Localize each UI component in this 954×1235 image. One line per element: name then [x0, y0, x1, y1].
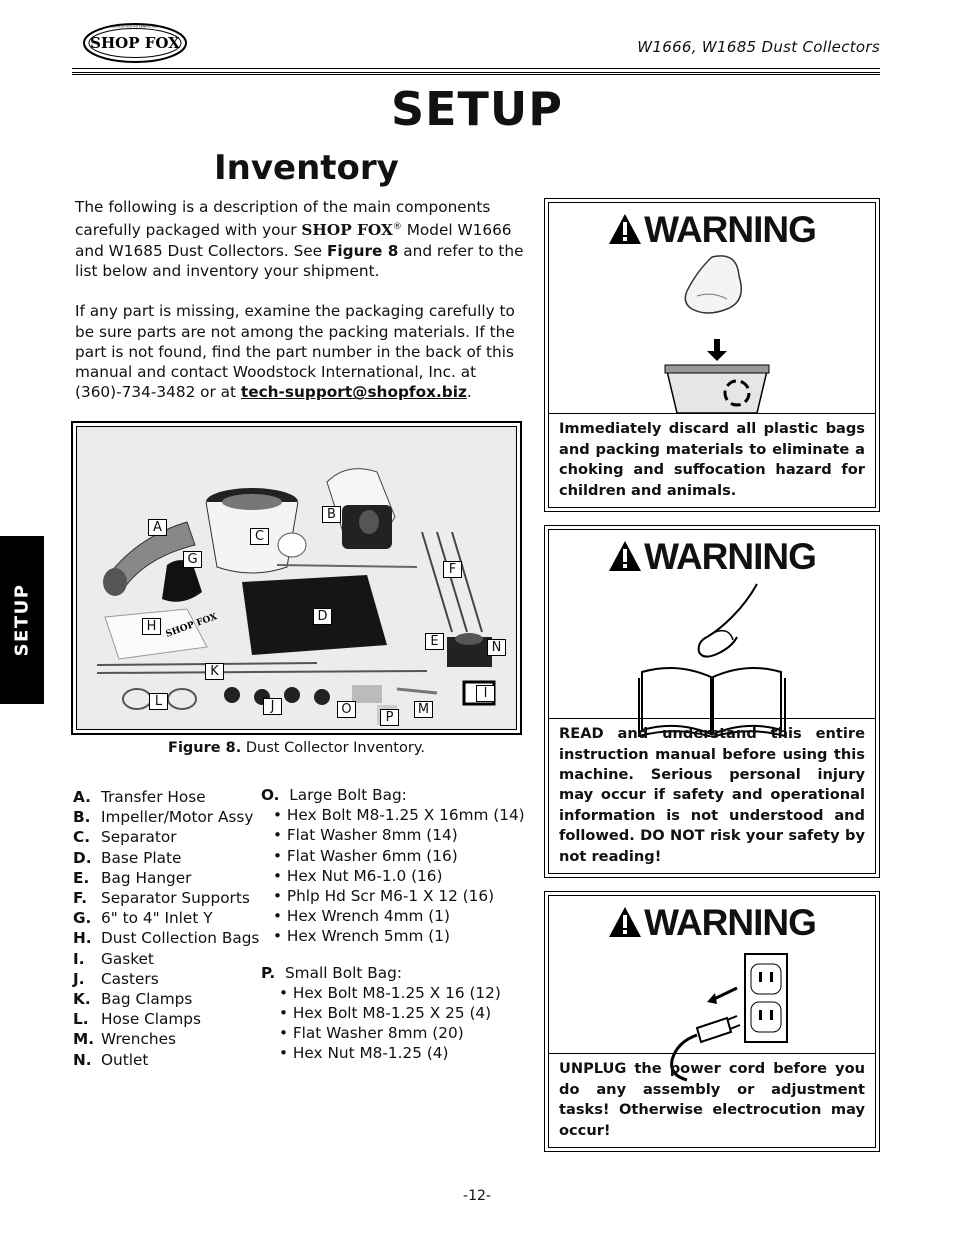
list-item [73, 969, 259, 989]
discard-plastic-bag-icon [657, 251, 777, 413]
svg-text:WOODSTOCK INTERNATIONAL: WOODSTOCK INTERNATIONAL [111, 24, 159, 29]
part-key: C. [73, 828, 91, 847]
header-rule [72, 68, 880, 69]
intro-text-a: The following is a description of the main components carefully packaged with your [75, 198, 491, 240]
callout-i: I [476, 685, 495, 702]
part-key: L. [73, 1010, 89, 1029]
part-label: Base Plate [101, 848, 182, 867]
callout-l: L [149, 693, 168, 710]
callout-m: M [414, 701, 433, 718]
warning-text: UNPLUG the power cord before you do any assembly or adjustment tasks! Otherwise electrocution may occur! [549, 1053, 875, 1147]
part-key: G. [73, 909, 92, 928]
callout-o: O [337, 701, 356, 718]
bag-label: Large Bolt Bag: [289, 786, 407, 804]
list-item: • Hex Nut M8-1.25 (4) [279, 1044, 449, 1063]
part-label: Separator [101, 828, 177, 847]
part-label: Dust Collection Bags [101, 929, 260, 948]
page-title: SETUP [391, 82, 563, 136]
figure-caption-label: Figure 8. [168, 740, 242, 756]
list-item: • Phlp Hd Scr M6-1 X 12 (16) [273, 887, 495, 906]
header-double-rule [72, 72, 880, 75]
part-label: Hose Clamps [101, 1010, 201, 1029]
list-item [73, 827, 259, 847]
part-label: Gasket [101, 949, 154, 968]
list-item: • Hex Nut M6-1.0 (16) [273, 866, 443, 885]
section-title: Inventory [214, 148, 399, 188]
part-key: I. [73, 949, 85, 968]
list-item: • Hex Wrench 5mm (1) [273, 927, 450, 946]
callout-h: H [142, 618, 161, 635]
warning-triangle-icon [608, 540, 642, 572]
bag-key: O. [261, 786, 280, 804]
warning-box-unplug [544, 891, 880, 1152]
list-item [73, 888, 259, 908]
intro-text-b: Model W1666 and W1685 Dust Collectors. See [75, 221, 512, 260]
inventory-photo [76, 426, 517, 730]
figure-caption [71, 740, 522, 756]
part-key: A. [73, 788, 91, 806]
part-key: M. [73, 1030, 95, 1049]
figure-caption-text: Dust Collector Inventory. [241, 740, 425, 756]
parts-list [73, 787, 259, 1070]
list-item [73, 949, 259, 969]
list-item [73, 989, 259, 1009]
intro-text-e: . [466, 383, 472, 402]
read-manual-icon [637, 582, 787, 737]
intro-text-c: and refer to the list below and inventory your shipment. [75, 241, 524, 280]
part-label: Transfer Hose [101, 788, 206, 806]
intro-text-d: If any part is missing, examine the packaging carefully to be sure parts are not among the packing materials. If the part is not found, find the part number in the back of this manual and contact Woodstock International, Inc. at (360)-734-3482 or at [75, 302, 515, 402]
part-key: D. [73, 848, 92, 867]
warning-heading-text: WARNING [644, 209, 816, 250]
list-item: • Flat Washer 8mm (20) [279, 1024, 464, 1043]
intro-paragraph-1 [75, 197, 525, 281]
list-item: • Hex Bolt M8-1.25 X 16mm (14) [273, 806, 525, 825]
part-label: Bag Clamps [101, 990, 193, 1009]
section-side-tab [0, 536, 44, 704]
svg-text:SHOP FOX: SHOP FOX [164, 612, 219, 640]
shop-fox-logo [82, 22, 188, 64]
warning-box-plastic-bags [544, 198, 880, 512]
warning-heading [549, 209, 875, 251]
list-item: • Hex Bolt M8-1.25 X 16 (12) [279, 983, 501, 1002]
side-tab-label: SETUP [11, 583, 33, 657]
warning-box-read-manual [544, 525, 880, 878]
part-label: Separator Supports [101, 889, 250, 908]
brand-name: SHOP FOX [301, 221, 393, 240]
model-header: W1666, W1685 Dust Collectors [637, 38, 880, 56]
warning-triangle-icon [608, 906, 642, 938]
warning-heading-text: WARNING [644, 536, 816, 577]
registered-mark: ® [392, 222, 402, 233]
part-key: E. [73, 868, 90, 887]
part-key: B. [73, 808, 91, 827]
callout-f: F [443, 561, 462, 578]
page-number: -12- [463, 1188, 491, 1204]
part-key: K. [73, 990, 91, 1009]
part-key: J. [73, 969, 85, 988]
callout-g: G [183, 551, 202, 568]
list-item [73, 1029, 259, 1049]
part-label: Outlet [101, 1050, 149, 1069]
intro-paragraph-2 [75, 301, 525, 402]
warning-text: Immediately discard all plastic bags and packing materials to eliminate a choking and suffocation hazard for children and animals. [549, 413, 875, 507]
callout-a: A [148, 519, 167, 536]
callout-d: D [313, 608, 332, 625]
callout-j: J [263, 698, 282, 715]
bag-label: Small Bolt Bag: [284, 963, 402, 982]
svg-text:SHOP FOX: SHOP FOX [90, 34, 180, 52]
inventory-figure [71, 421, 522, 735]
bag-key: P. [261, 963, 276, 982]
support-email-link[interactable]: tech-support@shopfox.biz [240, 383, 467, 402]
part-key: F. [73, 889, 88, 908]
warning-text: READ and understand this entire instruction manual before using this machine. Serious personal injury may occur if safety and operational information is not understood and followed. DO NOT risk your safety by not reading! [549, 718, 875, 873]
part-label: Impeller/Motor Assy [101, 808, 254, 827]
intro-text [75, 197, 525, 403]
large-bolt-bag-header [261, 785, 525, 805]
warning-heading [549, 536, 875, 578]
callout-n: N [487, 639, 506, 656]
list-item [73, 928, 259, 948]
list-item: • Hex Bolt M8-1.25 X 25 (4) [279, 1004, 492, 1023]
bolt-bag-list [261, 785, 525, 1064]
part-label: Casters [101, 969, 159, 988]
list-item [73, 787, 259, 807]
part-label: Bag Hanger [101, 868, 192, 887]
part-key: H. [73, 929, 92, 948]
figure-reference: Figure 8 [326, 241, 399, 260]
callout-c: C [250, 528, 269, 545]
callout-k: K [205, 663, 224, 680]
list-item [73, 868, 259, 888]
list-item [73, 848, 259, 868]
callout-p: P [380, 709, 399, 726]
list-item [73, 1050, 259, 1070]
small-bolt-bag-header [261, 963, 525, 983]
callout-b: B [322, 506, 341, 523]
list-item [73, 807, 259, 827]
list-item: • Flat Washer 6mm (16) [273, 846, 458, 865]
list-item: • Hex Wrench 4mm (1) [273, 907, 450, 926]
part-label: Wrenches [101, 1030, 176, 1049]
part-key: N. [73, 1050, 92, 1069]
warning-heading [549, 902, 875, 944]
warning-triangle-icon [608, 213, 642, 245]
list-item [73, 1009, 259, 1029]
callout-e: E [425, 633, 444, 650]
part-label: 6" to 4" Inlet Y [101, 909, 213, 928]
list-item: • Flat Washer 8mm (14) [273, 826, 458, 845]
warning-heading-text: WARNING [644, 902, 816, 943]
list-item [73, 908, 259, 928]
